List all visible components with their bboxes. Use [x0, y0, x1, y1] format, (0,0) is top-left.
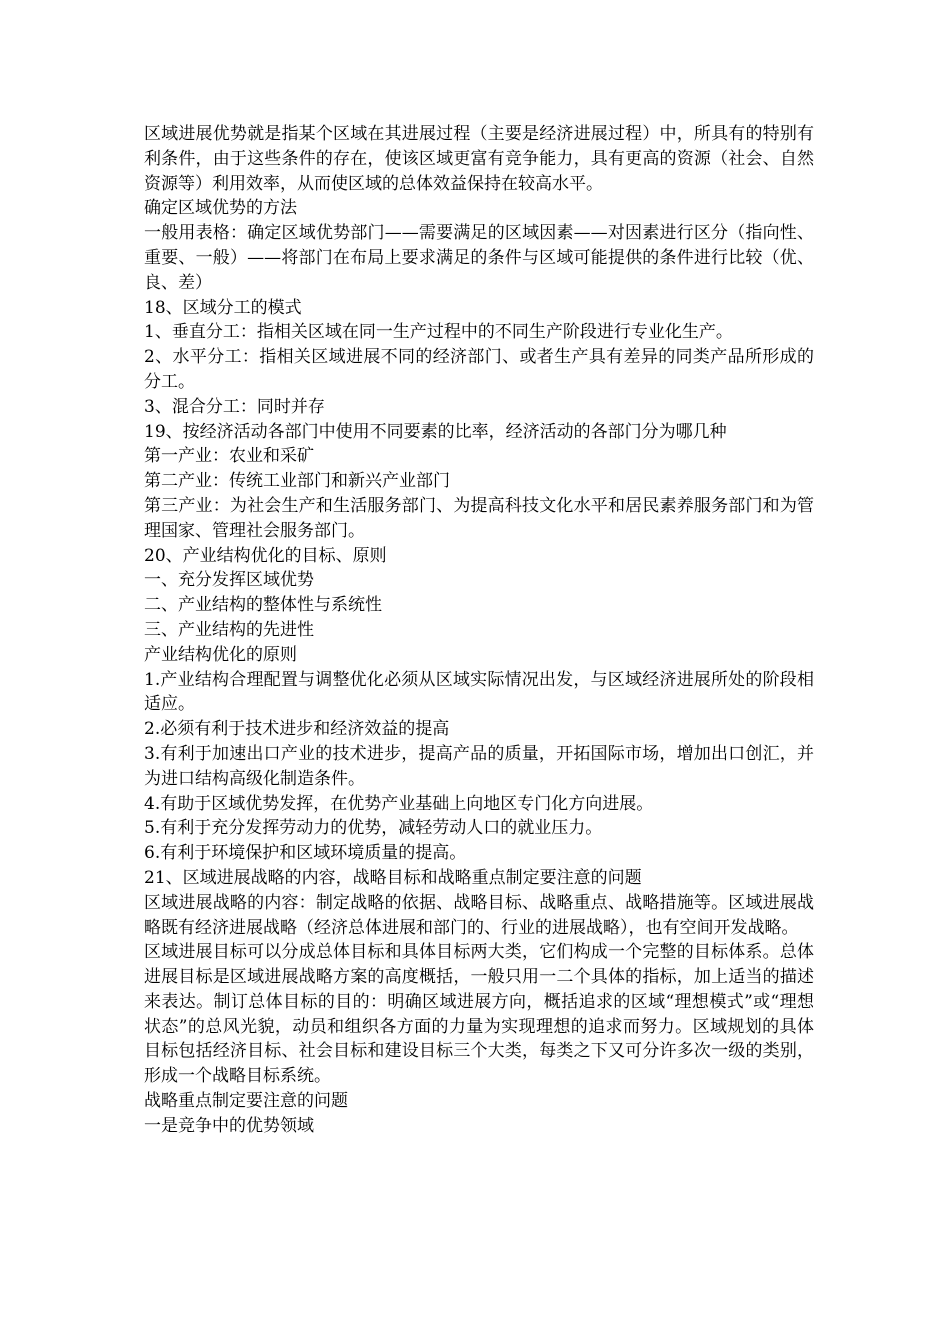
list-item: 1、垂直分工：指相关区域在同一生产过程中的不同生产阶段进行专业化生产。	[144, 322, 733, 343]
paragraph: 区域进展战略的内容：制定战略的依据、战略目标、战略重点、战略措施等。区域进展战略既有经济进展战略（经济总体进展和部门的、行业的进展战略），也有空间开发战略。	[144, 892, 814, 938]
numbered-question-heading: 19、按经济活动各部门中使用不同要素的比率，经济活动的各部门分为哪几种	[144, 421, 727, 442]
section-heading: 产业结构优化的原则	[144, 644, 297, 665]
paragraph: 区域进展目标可以分成总体目标和具体目标两大类，它们构成一个完整的目标体系。总体进展目标是区域进展战略方案的高度概括，一般只用一二个具体的指标，加上适当的描述来表达。制订总体目标的目的：明确区域进展方向，概括追求的区域“理想模式”或“理想状态”的总风光貌，动员和组织各方面的力量为实现理想的追求而努力。区域规划的具体目标包括经济目标、社会目标和建设目标三个大类，每类之下又可分许多次一级的类别，形成一个战略目标系统。	[144, 942, 814, 1087]
list-item: 3、混合分工：同时并存	[144, 396, 325, 417]
numbered-question-heading: 21、区域进展战略的内容，战略目标和战略重点制定要注意的问题	[144, 867, 642, 888]
list-item: 5.有利于充分发挥劳动力的优势，减轻劳动人口的就业压力。	[144, 818, 603, 839]
list-item: 一、充分发挥区域优势	[144, 570, 314, 591]
list-item: 第一产业：农业和采矿	[144, 446, 314, 467]
list-item: 2、水平分工：指相关区域进展不同的经济部门、或者生产具有差异的同类产品所形成的分工。	[144, 347, 814, 392]
list-item: 6.有利于环境保护和区域环境质量的提高。	[144, 843, 467, 864]
list-item: 三、产业结构的先进性	[144, 619, 314, 640]
document-body	[144, 122, 814, 1139]
list-item: 第三产业：为社会生产和生活服务部门、为提高科技文化水平和居民素养服务部门和为管理国家、管理社会服务部门。	[144, 495, 814, 541]
list-item: 2.必须有利于技术进步和经济效益的提高	[144, 719, 450, 740]
list-item: 1.产业结构合理配置与调整优化必须从区域实际情况出发，与区域经济进展所处的阶段相适应。	[144, 669, 814, 715]
paragraph: 区域进展优势就是指某个区域在其进展过程（主要是经济进展过程）中，所具有的特别有利条件，由于这些条件的存在，使该区域更富有竞争能力，具有更高的资源（社会、自然资源等）利用效率，从而使区域的总体效益保持在较高水平。	[144, 124, 814, 194]
list-item: 二、产业结构的整体性与系统性	[144, 595, 382, 616]
numbered-question-heading: 18、区域分工的模式	[144, 297, 302, 318]
list-item: 一是竞争中的优势领域	[144, 1115, 314, 1136]
list-item: 第二产业：传统工业部门和新兴产业部门	[144, 471, 450, 492]
section-heading: 确定区域优势的方法	[144, 198, 297, 219]
list-item: 4.有助于区域优势发挥，在优势产业基础上向地区专门化方向进展。	[144, 793, 654, 814]
section-heading: 战略重点制定要注意的问题	[144, 1091, 348, 1112]
list-item: 3.有利于加速出口产业的技术进步，提高产品的质量，开拓国际市场，增加出口创汇，并为进口结构高级化制造条件。	[144, 743, 814, 789]
paragraph: 一般用表格：确定区域优势部门——需要满足的区域因素——对因素进行区分（指向性、重要、一般）——将部门在布局上要求满足的条件与区域可能提供的条件进行比较（优、良、差）	[144, 223, 814, 293]
numbered-question-heading: 20、产业结构优化的目标、原则	[144, 545, 387, 566]
